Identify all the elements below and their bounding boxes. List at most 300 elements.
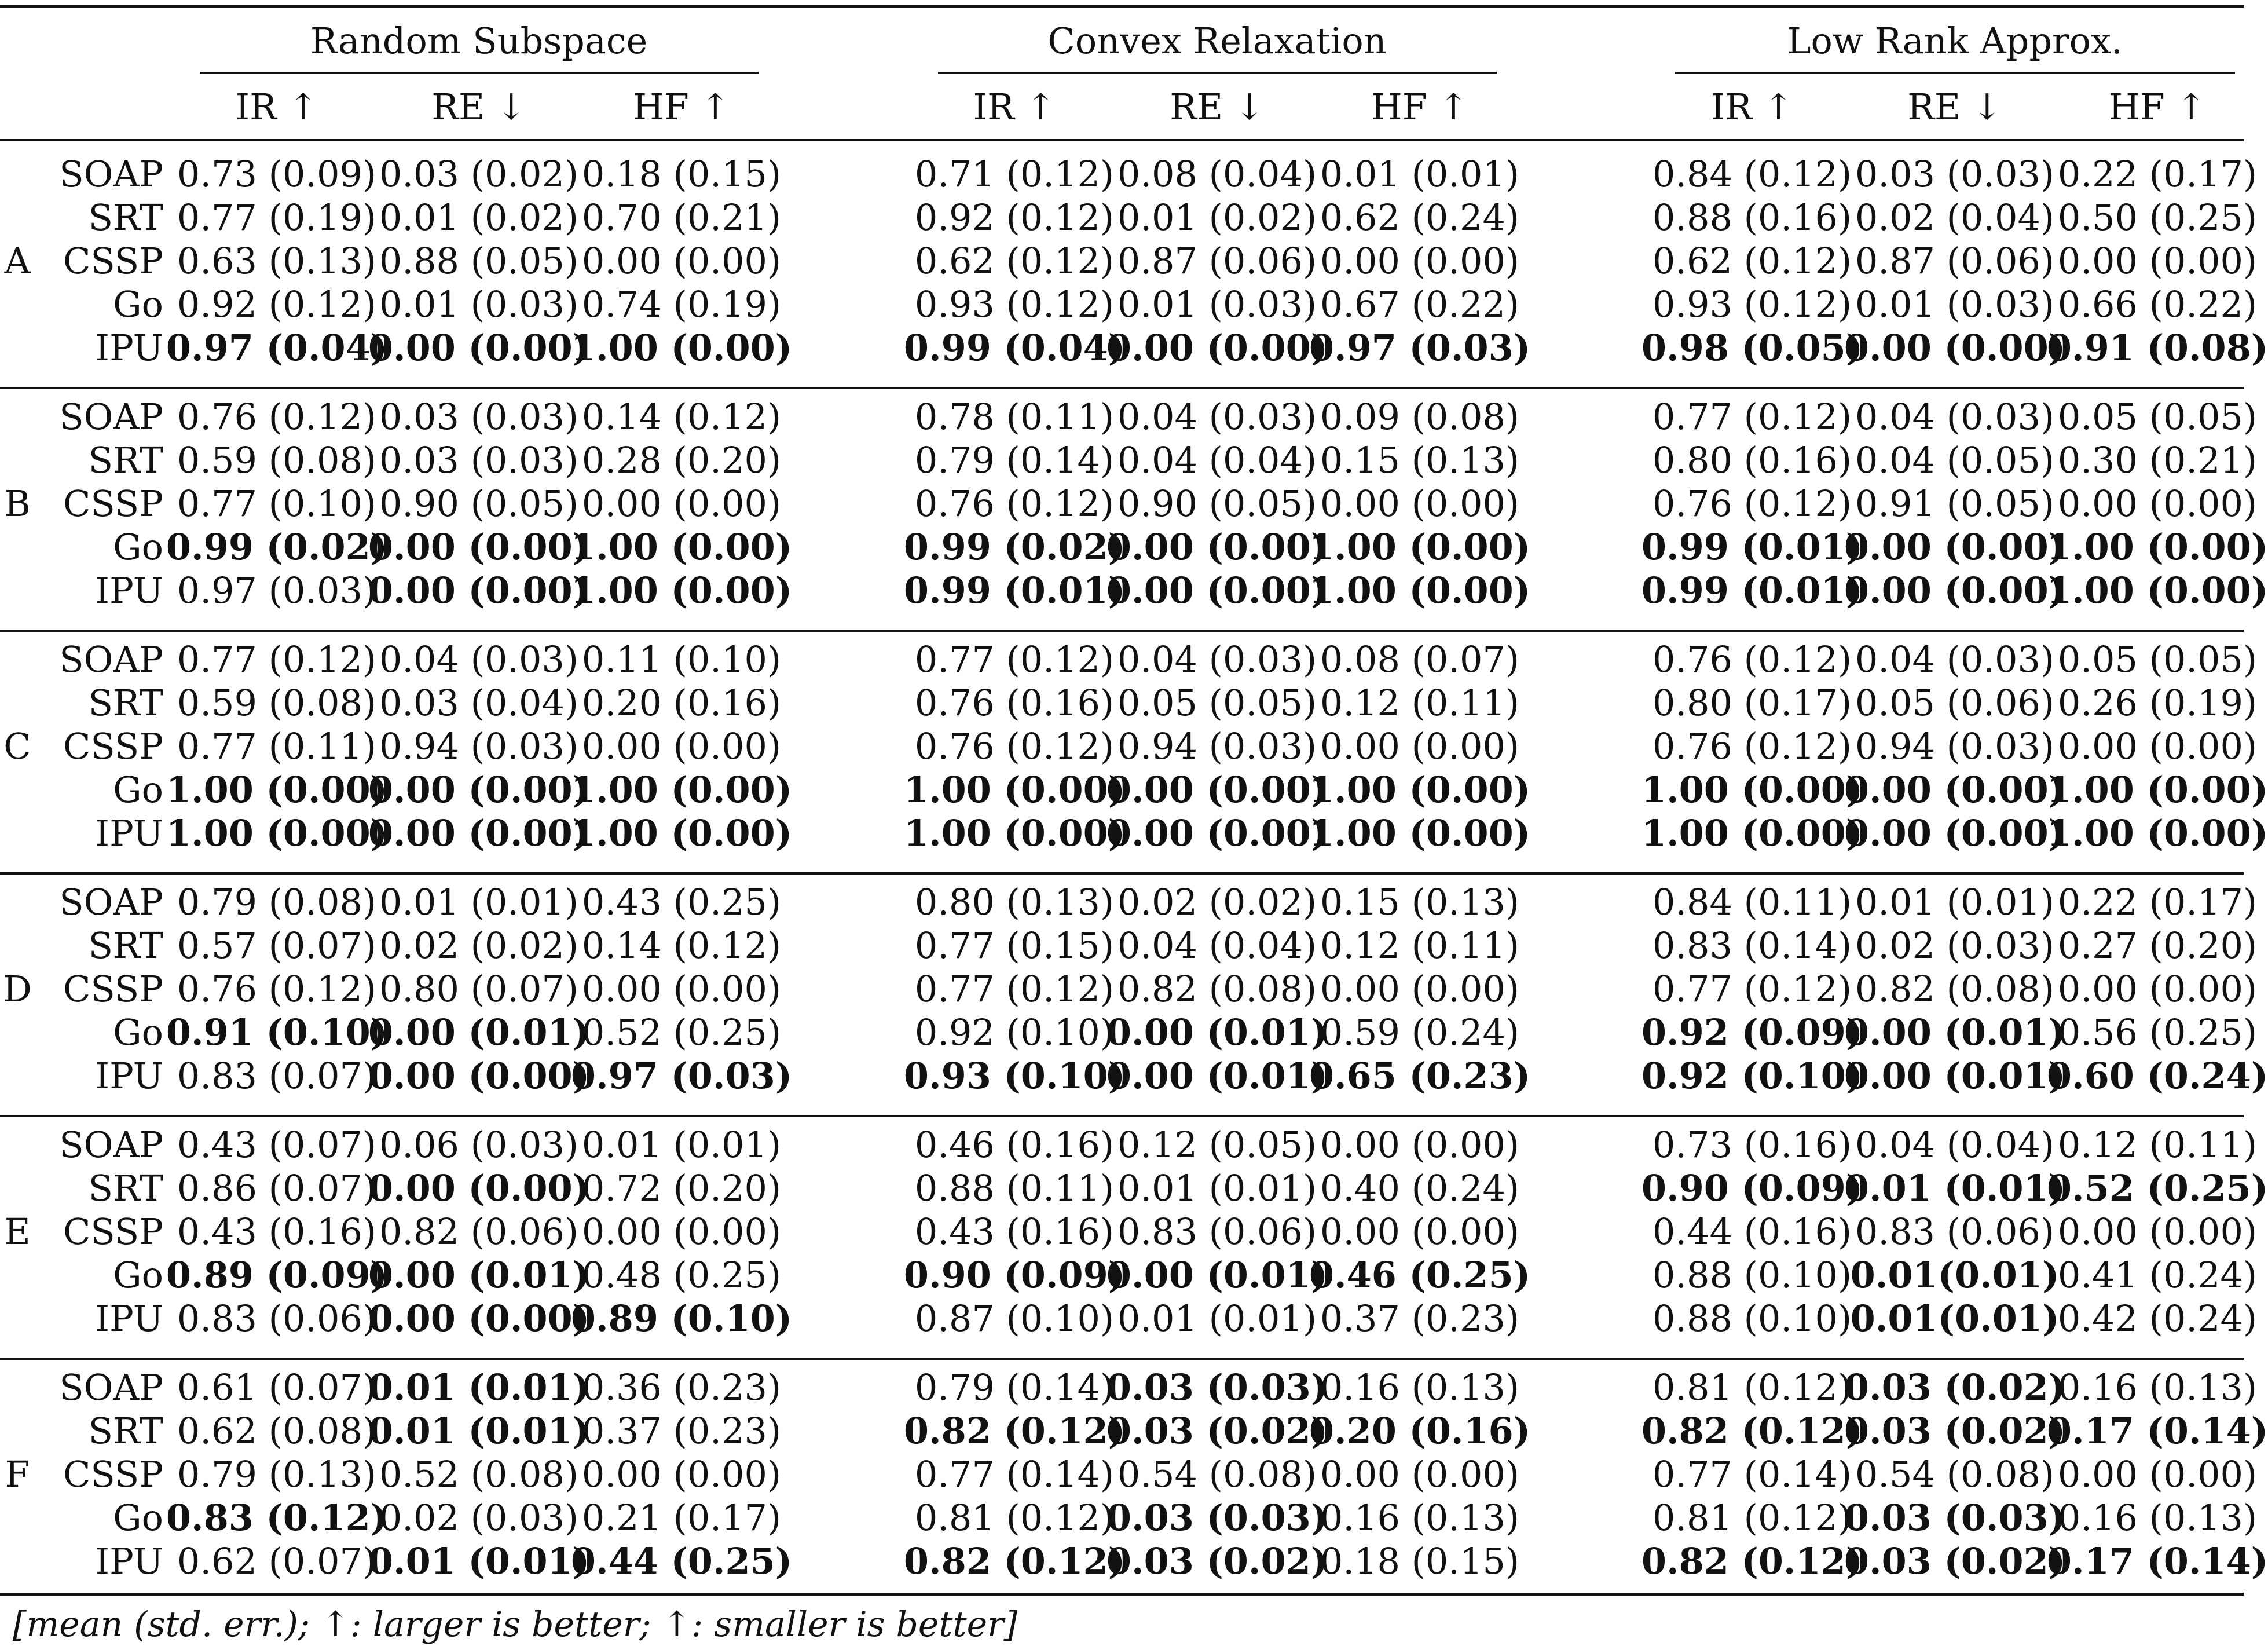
table-cell: 1.00 (0.00) (570, 769, 793, 811)
table-cell: 0.15 (0.13) (1320, 439, 1520, 481)
table-cell: 0.28 (0.20) (581, 439, 782, 481)
method-name: SRT (88, 1167, 163, 1209)
table-cell: 0.79 (0.13) (177, 1453, 377, 1495)
table-cell: 0.01 (0.01) (1117, 1167, 1317, 1209)
method-name: SOAP (59, 881, 163, 923)
table-cell: 0.73 (0.16) (1652, 1124, 1852, 1166)
table-cell: 0.91 (0.05) (1855, 482, 2055, 525)
table-cell: 0.77 (0.15) (914, 924, 1115, 967)
table-cell: 0.16 (0.13) (1320, 1497, 1520, 1539)
table-cell: 0.59 (0.08) (177, 682, 377, 724)
table-cell: 0.16 (0.13) (2057, 1497, 2258, 1539)
table-cell: 0.01 (0.03) (1855, 283, 2055, 325)
dataset-label: D (3, 968, 32, 1010)
table-cell: 0.59 (0.08) (177, 439, 377, 481)
table-cell: 0.04 (0.04) (1117, 439, 1317, 481)
metric-header: HF ↑ (1371, 86, 1469, 128)
table-cell: 0.00 (0.00) (1106, 569, 1328, 612)
table-cell: 1.00 (0.00) (2046, 569, 2268, 612)
table-cell: 0.86 (0.07) (177, 1167, 377, 1209)
group-header: Convex Relaxation (1047, 20, 1387, 62)
table-cell: 0.00 (0.00) (1320, 1210, 1520, 1253)
block-separator (0, 1358, 2244, 1360)
table-cell: 0.00 (0.01) (1844, 1055, 2066, 1097)
table-cell: 0.76 (0.12) (1652, 725, 1852, 767)
dataset-label: C (3, 725, 31, 767)
group-header: Random Subspace (310, 20, 648, 62)
table-cell: 1.00 (0.00) (1641, 812, 1863, 854)
method-name: CSSP (63, 240, 163, 282)
table-cell: 0.14 (0.12) (581, 924, 782, 967)
table-cell: 0.65 (0.23) (1309, 1055, 1531, 1097)
method-name: CSSP (63, 1453, 163, 1495)
table-cell: 0.00 (0.01) (368, 1254, 590, 1296)
table-cell: 0.81 (0.12) (1652, 1497, 1852, 1539)
table-cell: 0.77 (0.12) (1652, 396, 1852, 438)
table-cell: 0.37 (0.23) (581, 1410, 782, 1452)
table-cell: 0.12 (0.11) (1320, 924, 1520, 967)
table-cell: 0.92 (0.12) (914, 196, 1115, 239)
table-cell: 0.01 (0.01) (581, 1124, 782, 1166)
table-cell: 0.14 (0.12) (581, 396, 782, 438)
table-cell: 0.05 (0.06) (1855, 682, 2055, 724)
table-cell: 0.97 (0.03) (1309, 327, 1531, 369)
table-cell: 0.01 (0.03) (1117, 283, 1317, 325)
table-cell: 0.37 (0.23) (1320, 1297, 1520, 1340)
block-separator (0, 1115, 2244, 1117)
table-cell: 1.00 (0.00) (570, 812, 793, 854)
table-cell: 0.00 (0.00) (2057, 725, 2258, 767)
table-cell: 0.03 (0.03) (1855, 153, 2055, 195)
table-cell: 0.00 (0.01) (1106, 1055, 1328, 1097)
metric-header: RE ↓ (1907, 86, 2002, 128)
table-cell: 0.01(0.01) (1850, 1297, 2060, 1340)
table-cell: 0.97 (0.03) (177, 569, 377, 612)
table-cell: 0.08 (0.04) (1117, 153, 1317, 195)
table-cell: 0.01(0.01) (1850, 1254, 2060, 1296)
table-cell: 0.76 (0.12) (177, 968, 377, 1010)
top-rule (0, 5, 2244, 8)
block-separator (0, 387, 2244, 389)
table-cell: 0.30 (0.21) (2057, 439, 2258, 481)
table-cell: 1.00 (0.00) (570, 526, 793, 568)
table-cell: 0.77 (0.14) (1652, 1453, 1852, 1495)
table-cell: 0.56 (0.25) (2057, 1011, 2258, 1054)
table-cell: 0.01 (0.01) (1844, 1167, 2066, 1209)
method-name: SOAP (59, 396, 163, 438)
table-cell: 0.44 (0.25) (570, 1540, 793, 1582)
table-cell: 0.92 (0.10) (914, 1011, 1115, 1054)
table-cell: 0.04 (0.03) (1855, 396, 2055, 438)
table-cell: 0.00 (0.00) (1844, 812, 2066, 854)
table-cell: 0.04 (0.03) (1855, 638, 2055, 681)
table-cell: 0.01 (0.01) (368, 1366, 590, 1409)
table-cell: 0.77 (0.19) (177, 196, 377, 239)
table-cell: 0.00 (0.00) (368, 1055, 590, 1097)
table-cell: 0.12 (0.11) (1320, 682, 1520, 724)
table-cell: 0.20 (0.16) (581, 682, 782, 724)
table-cell: 0.88 (0.05) (379, 240, 579, 282)
table-cell: 0.78 (0.11) (914, 396, 1115, 438)
table-cell: 0.60 (0.24) (2046, 1055, 2268, 1097)
method-name: SOAP (59, 153, 163, 195)
table-cell: 0.93 (0.12) (914, 283, 1115, 325)
table-cell: 0.18 (0.15) (581, 153, 782, 195)
table-cell: 0.99 (0.01) (1641, 526, 1863, 568)
bottom-rule (0, 1593, 2244, 1596)
table-cell: 0.54 (0.08) (1117, 1453, 1317, 1495)
table-cell: 0.83 (0.06) (1117, 1210, 1317, 1253)
table-cell: 0.00 (0.00) (1320, 1124, 1520, 1166)
table-cell: 0.77 (0.14) (914, 1453, 1115, 1495)
table-cell: 1.00 (0.00) (166, 769, 388, 811)
table-cell: 0.93 (0.10) (903, 1055, 1126, 1097)
table-cell: 0.98 (0.05) (1641, 327, 1863, 369)
table-cell: 0.00 (0.00) (1320, 240, 1520, 282)
table-cell: 1.00 (0.00) (2046, 526, 2268, 568)
table-cell: 0.16 (0.13) (2057, 1366, 2258, 1409)
table-cell: 0.79 (0.14) (914, 1366, 1115, 1409)
table-cell: 0.62 (0.24) (1320, 196, 1520, 239)
table-cell: 0.41 (0.24) (2057, 1254, 2258, 1296)
method-name: CSSP (63, 482, 163, 525)
table-cell: 0.43 (0.25) (581, 881, 782, 923)
table-cell: 0.77 (0.12) (1652, 968, 1852, 1010)
table-cell: 0.36 (0.23) (581, 1366, 782, 1409)
table-cell: 0.00 (0.00) (1106, 327, 1328, 369)
table-cell: 1.00 (0.00) (166, 812, 388, 854)
table-cell: 0.76 (0.12) (914, 482, 1115, 525)
table-cell: 0.52 (0.25) (2046, 1167, 2268, 1209)
table-cell: 0.83 (0.14) (1652, 924, 1852, 967)
table-cell: 0.77 (0.12) (914, 968, 1115, 1010)
table-cell: 0.00 (0.01) (1844, 1011, 2066, 1054)
method-name: IPU (95, 812, 163, 854)
table-cell: 0.83 (0.06) (1855, 1210, 2055, 1253)
table-cell: 0.03 (0.02) (1844, 1540, 2066, 1582)
metric-header: RE ↓ (1170, 86, 1265, 128)
footnote: [mean (std. err.); ↑: larger is better; ↑: smaller is better] (13, 1604, 1018, 1645)
table-cell: 0.44 (0.16) (1652, 1210, 1852, 1253)
table-cell: 0.92 (0.09) (1641, 1011, 1863, 1054)
table-cell: 0.81 (0.12) (914, 1497, 1115, 1539)
method-name: IPU (95, 569, 163, 612)
table-cell: 0.03 (0.03) (1106, 1366, 1328, 1409)
table-cell: 0.04 (0.05) (1855, 439, 2055, 481)
table-cell: 0.76 (0.12) (1652, 482, 1852, 525)
table-cell: 0.03 (0.03) (1844, 1497, 2066, 1539)
dataset-label: E (4, 1210, 31, 1253)
table-cell: 0.52 (0.08) (379, 1453, 579, 1495)
table-cell: 0.80 (0.07) (379, 968, 579, 1010)
table-cell: 0.67 (0.22) (1320, 283, 1520, 325)
table-cell: 0.02 (0.04) (1855, 196, 2055, 239)
table-cell: 0.00 (0.00) (1106, 812, 1328, 854)
table-cell: 0.05 (0.05) (1117, 682, 1317, 724)
table-cell: 0.26 (0.19) (2057, 682, 2258, 724)
table-cell: 0.21 (0.17) (581, 1497, 782, 1539)
table-cell: 0.01 (0.01) (379, 881, 579, 923)
table-cell: 0.00 (0.00) (368, 769, 590, 811)
table-cell: 0.63 (0.13) (177, 240, 377, 282)
table-cell: 0.18 (0.15) (1320, 1540, 1520, 1582)
table-cell: 1.00 (0.00) (1641, 769, 1863, 811)
method-name: SRT (88, 1410, 163, 1452)
method-name: CSSP (63, 725, 163, 767)
table-cell: 0.00 (0.00) (581, 725, 782, 767)
table-cell: 0.88 (0.11) (914, 1167, 1115, 1209)
dataset-label: B (4, 482, 31, 525)
table-cell: 0.40 (0.24) (1320, 1167, 1520, 1209)
table-cell: 0.59 (0.24) (1320, 1011, 1520, 1054)
method-name: IPU (95, 1540, 163, 1582)
method-name: Go (113, 1254, 163, 1296)
table-cell: 0.01 (0.02) (379, 196, 579, 239)
table-cell: 1.00 (0.00) (1309, 569, 1531, 612)
table-cell: 0.76 (0.12) (914, 725, 1115, 767)
table-cell: 0.77 (0.10) (177, 482, 377, 525)
table-cell: 0.00 (0.01) (1106, 1254, 1328, 1296)
table-cell: 0.72 (0.20) (581, 1167, 782, 1209)
table-cell: 0.03 (0.03) (1106, 1497, 1328, 1539)
table-cell: 0.82 (0.12) (903, 1540, 1126, 1582)
header-rule (0, 139, 2244, 141)
table-cell: 0.87 (0.10) (914, 1297, 1115, 1340)
table-cell: 0.83 (0.12) (166, 1497, 388, 1539)
table-cell: 0.94 (0.03) (1855, 725, 2055, 767)
table-cell: 1.00 (0.00) (1309, 769, 1531, 811)
table-cell: 0.16 (0.13) (1320, 1366, 1520, 1409)
table-cell: 0.42 (0.24) (2057, 1297, 2258, 1340)
table-cell: 0.17 (0.14) (2046, 1410, 2268, 1452)
table-cell: 0.03 (0.02) (379, 153, 579, 195)
table-cell: 0.89 (0.09) (166, 1254, 388, 1296)
method-name: IPU (95, 1055, 163, 1097)
method-name: Go (113, 1011, 163, 1054)
table-cell: 0.12 (0.05) (1117, 1124, 1317, 1166)
table-cell: 0.82 (0.12) (1641, 1410, 1863, 1452)
table-cell: 0.00 (0.00) (1320, 725, 1520, 767)
table-cell: 0.46 (0.16) (914, 1124, 1115, 1166)
table-cell: 0.82 (0.08) (1117, 968, 1317, 1010)
table-cell: 0.00 (0.01) (1106, 1011, 1328, 1054)
table-cell: 0.00 (0.00) (581, 1210, 782, 1253)
table-cell: 0.43 (0.16) (914, 1210, 1115, 1253)
metric-header: IR ↑ (235, 86, 318, 128)
method-name: Go (113, 769, 163, 811)
table-cell: 0.00 (0.00) (368, 569, 590, 612)
table-cell: 0.83 (0.07) (177, 1055, 377, 1097)
table-cell: 0.00 (0.00) (1844, 569, 2066, 612)
table-cell: 0.90 (0.05) (1117, 482, 1317, 525)
table-cell: 0.76 (0.12) (1652, 638, 1852, 681)
table-cell: 0.00 (0.00) (581, 240, 782, 282)
group-header: Low Rank Approx. (1787, 20, 2123, 62)
method-name: SRT (88, 682, 163, 724)
table-cell: 0.99 (0.01) (903, 569, 1126, 612)
table-cell: 0.79 (0.08) (177, 881, 377, 923)
table-cell: 0.01 (0.03) (379, 283, 579, 325)
table-cell: 0.22 (0.17) (2057, 153, 2258, 195)
table-cell: 0.87 (0.06) (1117, 240, 1317, 282)
table-cell: 0.00 (0.00) (368, 526, 590, 568)
table-cell: 0.50 (0.25) (2057, 196, 2258, 239)
table-cell: 0.94 (0.03) (379, 725, 579, 767)
table-cell: 0.66 (0.22) (2057, 283, 2258, 325)
table-cell: 0.62 (0.12) (914, 240, 1115, 282)
table-cell: 0.84 (0.11) (1652, 881, 1852, 923)
table-cell: 1.00 (0.00) (570, 569, 793, 612)
table-cell: 0.62 (0.07) (177, 1540, 377, 1582)
table-cell: 0.90 (0.09) (903, 1254, 1126, 1296)
table-cell: 0.00 (0.00) (368, 327, 590, 369)
table-cell: 0.22 (0.17) (2057, 881, 2258, 923)
table-cell: 0.84 (0.12) (1652, 153, 1852, 195)
table-cell: 0.00 (0.00) (1844, 526, 2066, 568)
table-cell: 1.00 (0.00) (903, 812, 1126, 854)
method-name: SOAP (59, 1124, 163, 1166)
table-cell: 0.91 (0.10) (166, 1011, 388, 1054)
table-cell: 0.01 (0.01) (1117, 1297, 1317, 1340)
table-cell: 0.20 (0.16) (1309, 1410, 1531, 1452)
method-name: SOAP (59, 638, 163, 681)
dataset-label: F (5, 1453, 30, 1495)
table-cell: 0.76 (0.12) (177, 396, 377, 438)
table-cell: 0.04 (0.03) (379, 638, 579, 681)
table-cell: 0.00 (0.00) (1106, 526, 1328, 568)
method-name: SRT (88, 439, 163, 481)
table-cell: 0.91 (0.08) (2046, 327, 2268, 369)
table-cell: 0.70 (0.21) (581, 196, 782, 239)
table-cell: 0.79 (0.14) (914, 439, 1115, 481)
table-cell: 0.00 (0.00) (368, 812, 590, 854)
table-cell: 0.80 (0.13) (914, 881, 1115, 923)
table-cell: 0.73 (0.09) (177, 153, 377, 195)
table-cell: 0.77 (0.11) (177, 725, 377, 767)
table-cell: 0.82 (0.12) (1641, 1540, 1863, 1582)
table-cell: 0.03 (0.04) (379, 682, 579, 724)
table-cell: 0.00 (0.00) (2057, 968, 2258, 1010)
table-cell: 0.06 (0.03) (379, 1124, 579, 1166)
metric-header: HF ↑ (632, 86, 731, 128)
table-cell: 0.76 (0.16) (914, 682, 1115, 724)
table-cell: 0.80 (0.17) (1652, 682, 1852, 724)
table-cell: 0.00 (0.00) (581, 968, 782, 1010)
table-cell: 0.99 (0.02) (903, 526, 1126, 568)
table-cell: 0.90 (0.09) (1641, 1167, 1863, 1209)
table-cell: 0.43 (0.16) (177, 1210, 377, 1253)
table-cell: 0.00 (0.01) (368, 1011, 590, 1054)
table-cell: 0.04 (0.03) (1117, 396, 1317, 438)
dataset-label: A (4, 240, 31, 282)
table-cell: 0.00 (0.00) (1320, 482, 1520, 525)
table-cell: 0.00 (0.00) (2057, 240, 2258, 282)
table-cell: 0.54 (0.08) (1855, 1453, 2055, 1495)
group-underline (200, 72, 759, 74)
method-name: IPU (95, 327, 163, 369)
table-cell: 0.87 (0.06) (1855, 240, 2055, 282)
table-cell: 0.01 (0.01) (1855, 881, 2055, 923)
table-cell: 1.00 (0.00) (570, 327, 793, 369)
table-cell: 0.89 (0.10) (570, 1297, 793, 1340)
table-cell: 0.82 (0.08) (1855, 968, 2055, 1010)
table-cell: 0.82 (0.12) (903, 1410, 1126, 1452)
table-cell: 0.02 (0.03) (1855, 924, 2055, 967)
table-cell: 0.00 (0.00) (1320, 1453, 1520, 1495)
table-cell: 1.00 (0.00) (1309, 526, 1531, 568)
table-cell: 0.00 (0.00) (368, 1297, 590, 1340)
table-cell: 0.88 (0.10) (1652, 1297, 1852, 1340)
table-cell: 0.62 (0.08) (177, 1410, 377, 1452)
table-cell: 0.00 (0.00) (368, 1167, 590, 1209)
method-name: SRT (88, 196, 163, 239)
table-cell: 0.61 (0.07) (177, 1366, 377, 1409)
table-cell: 0.83 (0.06) (177, 1297, 377, 1340)
block-separator (0, 630, 2244, 632)
metric-header: RE ↓ (431, 86, 526, 128)
table-cell: 0.00 (0.00) (1320, 968, 1520, 1010)
method-name: SRT (88, 924, 163, 967)
table-cell: 0.03 (0.02) (1106, 1410, 1328, 1452)
table-cell: 0.92 (0.10) (1641, 1055, 1863, 1097)
table-cell: 0.00 (0.00) (581, 1453, 782, 1495)
table-cell: 0.00 (0.00) (2057, 482, 2258, 525)
table-cell: 0.09 (0.08) (1320, 396, 1520, 438)
table-cell: 0.03 (0.03) (379, 439, 579, 481)
table-cell: 0.77 (0.12) (914, 638, 1115, 681)
table-cell: 0.93 (0.12) (1652, 283, 1852, 325)
method-name: Go (113, 283, 163, 325)
table-cell: 0.00 (0.00) (1844, 769, 2066, 811)
block-separator (0, 872, 2244, 875)
table-cell: 1.00 (0.00) (2046, 769, 2268, 811)
table-cell: 0.00 (0.00) (2057, 1453, 2258, 1495)
table-cell: 0.17 (0.14) (2046, 1540, 2268, 1582)
table-cell: 0.04 (0.03) (1117, 638, 1317, 681)
table-cell: 0.52 (0.25) (581, 1011, 782, 1054)
method-name: CSSP (63, 968, 163, 1010)
table-cell: 0.00 (0.00) (1844, 327, 2066, 369)
table-cell: 0.99 (0.02) (166, 526, 388, 568)
table-cell: 0.00 (0.00) (2057, 1210, 2258, 1253)
method-name: IPU (95, 1297, 163, 1340)
table-cell: 0.97 (0.04) (166, 327, 388, 369)
table-cell: 0.00 (0.00) (581, 482, 782, 525)
table-cell: 0.88 (0.16) (1652, 196, 1852, 239)
table-cell: 0.77 (0.12) (177, 638, 377, 681)
table-cell: 0.43 (0.07) (177, 1124, 377, 1166)
table-cell: 0.08 (0.07) (1320, 638, 1520, 681)
table-cell: 0.03 (0.03) (379, 396, 579, 438)
table-cell: 0.71 (0.12) (914, 153, 1115, 195)
table-cell: 0.01 (0.02) (1117, 196, 1317, 239)
table-cell: 0.97 (0.03) (570, 1055, 793, 1097)
metric-header: IR ↑ (973, 86, 1056, 128)
table-cell: 0.05 (0.05) (2057, 396, 2258, 438)
table-cell: 0.90 (0.05) (379, 482, 579, 525)
group-underline (1675, 72, 2235, 74)
method-name: SOAP (59, 1366, 163, 1409)
table-cell: 0.15 (0.13) (1320, 881, 1520, 923)
table-cell: 0.02 (0.03) (379, 1497, 579, 1539)
table-cell: 0.92 (0.12) (177, 283, 377, 325)
method-name: Go (113, 1497, 163, 1539)
table-cell: 1.00 (0.00) (2046, 812, 2268, 854)
table-cell: 0.01 (0.01) (1320, 153, 1520, 195)
table-cell: 0.05 (0.05) (2057, 638, 2258, 681)
table-cell: 0.99 (0.01) (1641, 569, 1863, 612)
metric-header: IR ↑ (1710, 86, 1794, 128)
